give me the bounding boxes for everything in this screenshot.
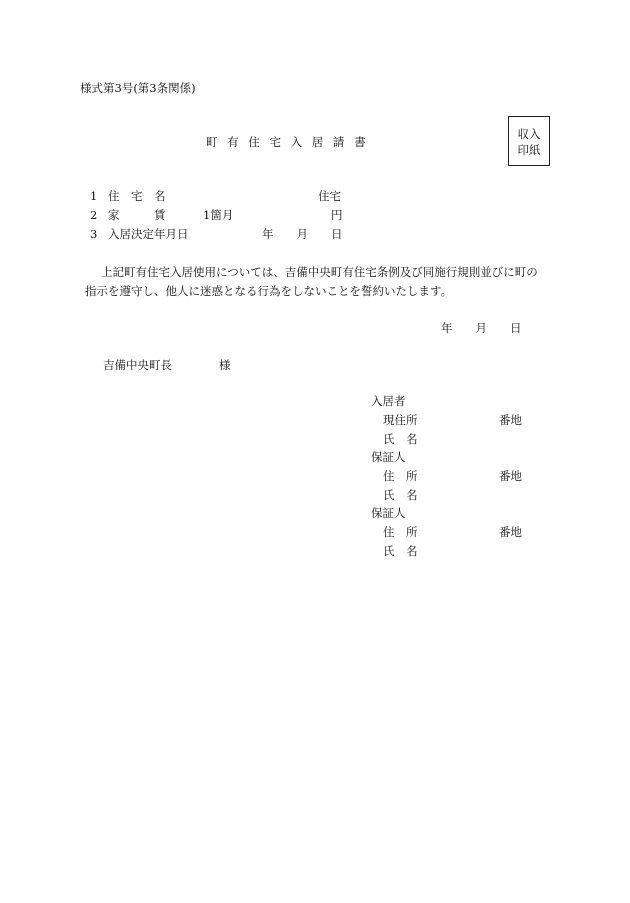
item-label: 入居決定年月日 — [108, 227, 189, 241]
party-role: 保証人 — [371, 450, 406, 464]
item-label: 家 賃 — [108, 208, 166, 222]
pledge-paragraph — [85, 263, 565, 301]
addressee-honorific: 様 — [219, 358, 231, 372]
name-label: 氏 名 — [383, 488, 418, 502]
date-line: 年 月 日 — [441, 321, 522, 335]
address-label: 住 所 — [383, 469, 418, 483]
address-suffix: 番地 — [499, 525, 522, 539]
item-label: 住 宅 名 — [108, 189, 166, 203]
addressee-name: 吉備中央町長 — [103, 358, 172, 372]
pledge-line-1: 上記町有住宅入居使用については、吉備中央町有住宅条例及び同施行規則並びに町の — [101, 265, 538, 279]
name-label: 氏 名 — [383, 432, 418, 446]
item-suffix: 住宅 — [318, 189, 341, 203]
address-suffix: 番地 — [499, 469, 522, 483]
item-value: 1箇月 — [203, 208, 234, 222]
address-label: 住 所 — [383, 525, 418, 539]
stamp-label-line1: 収入 — [517, 127, 541, 141]
page-title: 町 有 住 宅 入 居 請 書 — [206, 135, 369, 149]
revenue-stamp-box — [508, 116, 550, 166]
party-role: 入居者 — [371, 394, 406, 408]
pledge-line-2: 指示を遵守し、他人に迷惑となる行為をしないことを誓約いたします。 — [85, 284, 453, 298]
item-number: 1 — [90, 189, 98, 203]
party-role: 保証人 — [371, 506, 406, 520]
address-suffix: 番地 — [499, 413, 522, 427]
name-label: 氏 名 — [383, 544, 418, 558]
item-number: 3 — [90, 227, 98, 241]
item-suffix: 円 — [331, 208, 343, 222]
item-suffix: 年 月 日 — [262, 227, 343, 241]
form-number: 様式第3号(第3条関係) — [80, 81, 196, 95]
address-label: 現住所 — [383, 413, 418, 427]
stamp-label-line2: 印紙 — [517, 143, 541, 157]
item-number: 2 — [90, 208, 98, 222]
